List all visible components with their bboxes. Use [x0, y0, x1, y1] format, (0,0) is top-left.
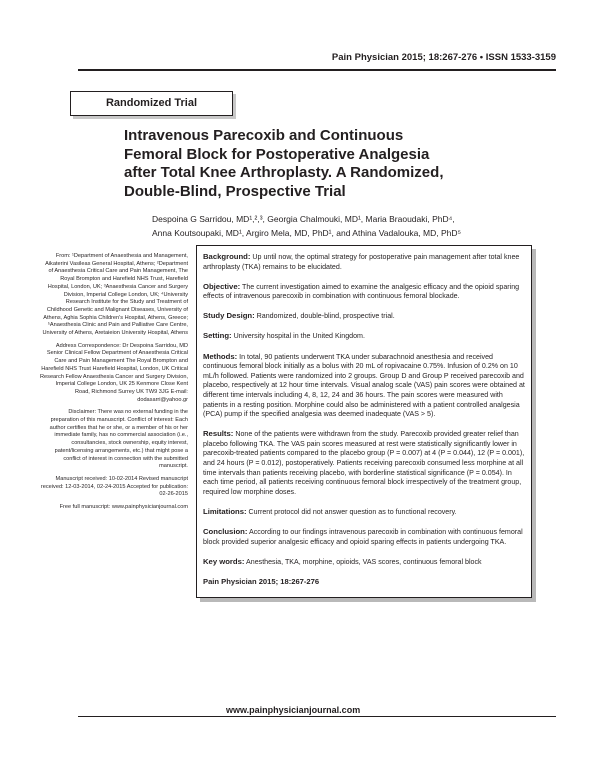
- disclaimer: Disclaimer: There was no external funding in the preparation of this manuscript. Conflict of interest: Each author certifies that he or she, or a member of his or her immediate family, has no commercial association (i.e., consultancies, stock ownership, equity interest, patent/licensing arrangements, etc.) that might pose a conflict of interest in connection with the submitted manuscript.: [49, 409, 188, 470]
- conclusion-text: According to our findings intravenous parecoxib in combination with continuous femoral block provided superior analgesic efficacy and opioid sparing effects in patients undergoing TKA.: [203, 527, 523, 546]
- design-label: Study Design:: [203, 311, 255, 321]
- conclusion-label: Conclusion:: [203, 526, 248, 536]
- methods-text: In total, 90 patients underwent TKA under subarachnoid anesthesia and received continuous femoral block initially as a bolus with 20 mL of ropivacaine 0.75%. Infusion of 0.2% on 10 mL/h followed. Patients were randomized into 2 groups. Group D and Group P received parecoxib and placebo, respectively at 12 hour time intervals. Visual analog scale (VAS) pain scores were obtained at different time intervals including 4, 8, 12, 24 and 36 hours. The pain scores were measured with patients in a resting position. Morphine could also be administered with a patient controlled analgesia (PCA) pump if the specified analgesia was deemed inadequate (VAS > 5).: [203, 352, 525, 419]
- free-manuscript-link[interactable]: Free full manuscript: www.painphysicianjournal.com: [59, 504, 188, 511]
- affiliations: From: ¹Department of Anaesthesia and Management, Aikaterini Vasileas General Hospital, Athens; ²Department of Anaesthesia Critical Care and Pain Management, The Royal Brompton and Harefield NHS Trust, Harefield Hospital, London, UK; ³Anaesthesia Cancer and Surgery Division, Imperial College London, UK; ⁴University Research Institute for the Study and Treatment of Childhood Genetic and Malignant Diseases, University of Athens, Aghia Sophia Children's Hospital, Athens, Greece; ⁵Anaesthesia Clinic and Pain and Palliative Care Centre, University of Athens, Aretaieion University Hospital, Athens: [42, 253, 188, 337]
- abstract-citation: Pain Physician 2015; 18:267-276: [203, 576, 320, 586]
- abstract-methods: [203, 352, 531, 420]
- abstract-objective: [203, 282, 531, 302]
- results-text: None of the patients were withdrawn from the study. Parecoxib provided greater relief than placebo following TKA. The VAS pain scores measured at rest were statistically significantly lower in parecoxib-treated patients compared to the placebo group (P = 0.007) at 4 (P = 0.044), 12 (P = 0.001), and 24 hours (P = 0.012), postoperatively. Patients receiving parecoxib consumed less morphine at all time intervals than patients receiving placebo, with borderline statistical significance (P = 0.054). In each time period, all patients receiving continuous femoral block irrespectively of the treatment group, required low morphine doses.: [203, 430, 525, 496]
- manuscript-dates: Manuscript received: 10-02-2014 Revised manuscript received: 12-03-2014, 02-24-2015 Accepted for publication: 02-26-2015: [40, 475, 188, 498]
- keywords-text: Anesthesia, TKA, morphine, opioids, VAS scores, continuous femoral block: [246, 557, 482, 566]
- abstract-limitations: [203, 507, 531, 518]
- article-sidebar: [40, 253, 188, 517]
- design-text: Randomized, double-blind, prospective trial.: [256, 312, 395, 321]
- objective-text: The current investigation aimed to examine the analgesic efficacy and the opioid sparing effects of intravenous parecoxib in combination with continuous femoral blockade.: [203, 282, 520, 301]
- setting-text: University hospital in the United Kingdom.: [233, 332, 365, 341]
- footer-divider: [78, 716, 556, 717]
- abstract-setting: [203, 331, 531, 342]
- abstract-conclusion: [203, 527, 531, 547]
- abstract-background: [203, 252, 531, 272]
- correspondence-address: Address Correspondence: Dr Despoina Sarridou, MD Senior Clinical Fellow Department of Anaesthesia Critical Care and Pain Management The Royal Brompton and Harefield NHS Trust Harefield Hospital, London, UK Critical Research Fellow Anaesthesia Cancer and Surgery Division, Imperial College London, UK 25 Kenmore Close Kent Road, Richmond Surrey UK TW9 3JG E-mail: dodasarri@yahoo.gr: [40, 342, 188, 403]
- author-line-2: Anna Koutsoupaki, MD¹, Argiro Mela, MD, PhD¹, and Athina Vadalouka, MD, PhD⁵: [152, 228, 462, 238]
- background-text: Up until now, the optimal strategy for postoperative pain management after total knee arthroplasty (TKA) remains to be elucidated.: [203, 253, 520, 271]
- journal-header-bar: [78, 47, 556, 71]
- abstract-keywords: [203, 557, 531, 568]
- objective-label: Objective:: [203, 281, 241, 291]
- author-list: [152, 212, 552, 240]
- results-label: Results:: [203, 429, 234, 439]
- journal-url[interactable]: www.painphysicianjournal.com: [226, 705, 361, 715]
- article-title: Intravenous Parecoxib and Continuous Femoral Block for Postoperative Analgesia after Total Knee Arthroplasty. A Randomized, Double-Blind, Prospective Trial: [124, 127, 444, 200]
- abstract-results: [203, 429, 531, 497]
- methods-label: Methods:: [203, 351, 238, 361]
- abstract-box: [196, 245, 532, 598]
- limitations-label: Limitations:: [203, 506, 247, 516]
- article-type-badge: Randomized Trial: [70, 91, 233, 116]
- keywords-label: Key words:: [203, 556, 245, 566]
- journal-citation-header: Pain Physician 2015; 18:267-276 • ISSN 1533-3159: [331, 52, 556, 63]
- abstract-design: [203, 311, 531, 322]
- author-line-1: Despoina G Sarridou, MD¹,²,³, Georgia Chalmouki, MD¹, Maria Braoudaki, PhD⁴,: [152, 214, 455, 224]
- background-label: Background:: [203, 252, 251, 261]
- limitations-text: Current protocol did not answer question as to functional recovery.: [248, 507, 457, 516]
- setting-label: Setting:: [203, 331, 232, 341]
